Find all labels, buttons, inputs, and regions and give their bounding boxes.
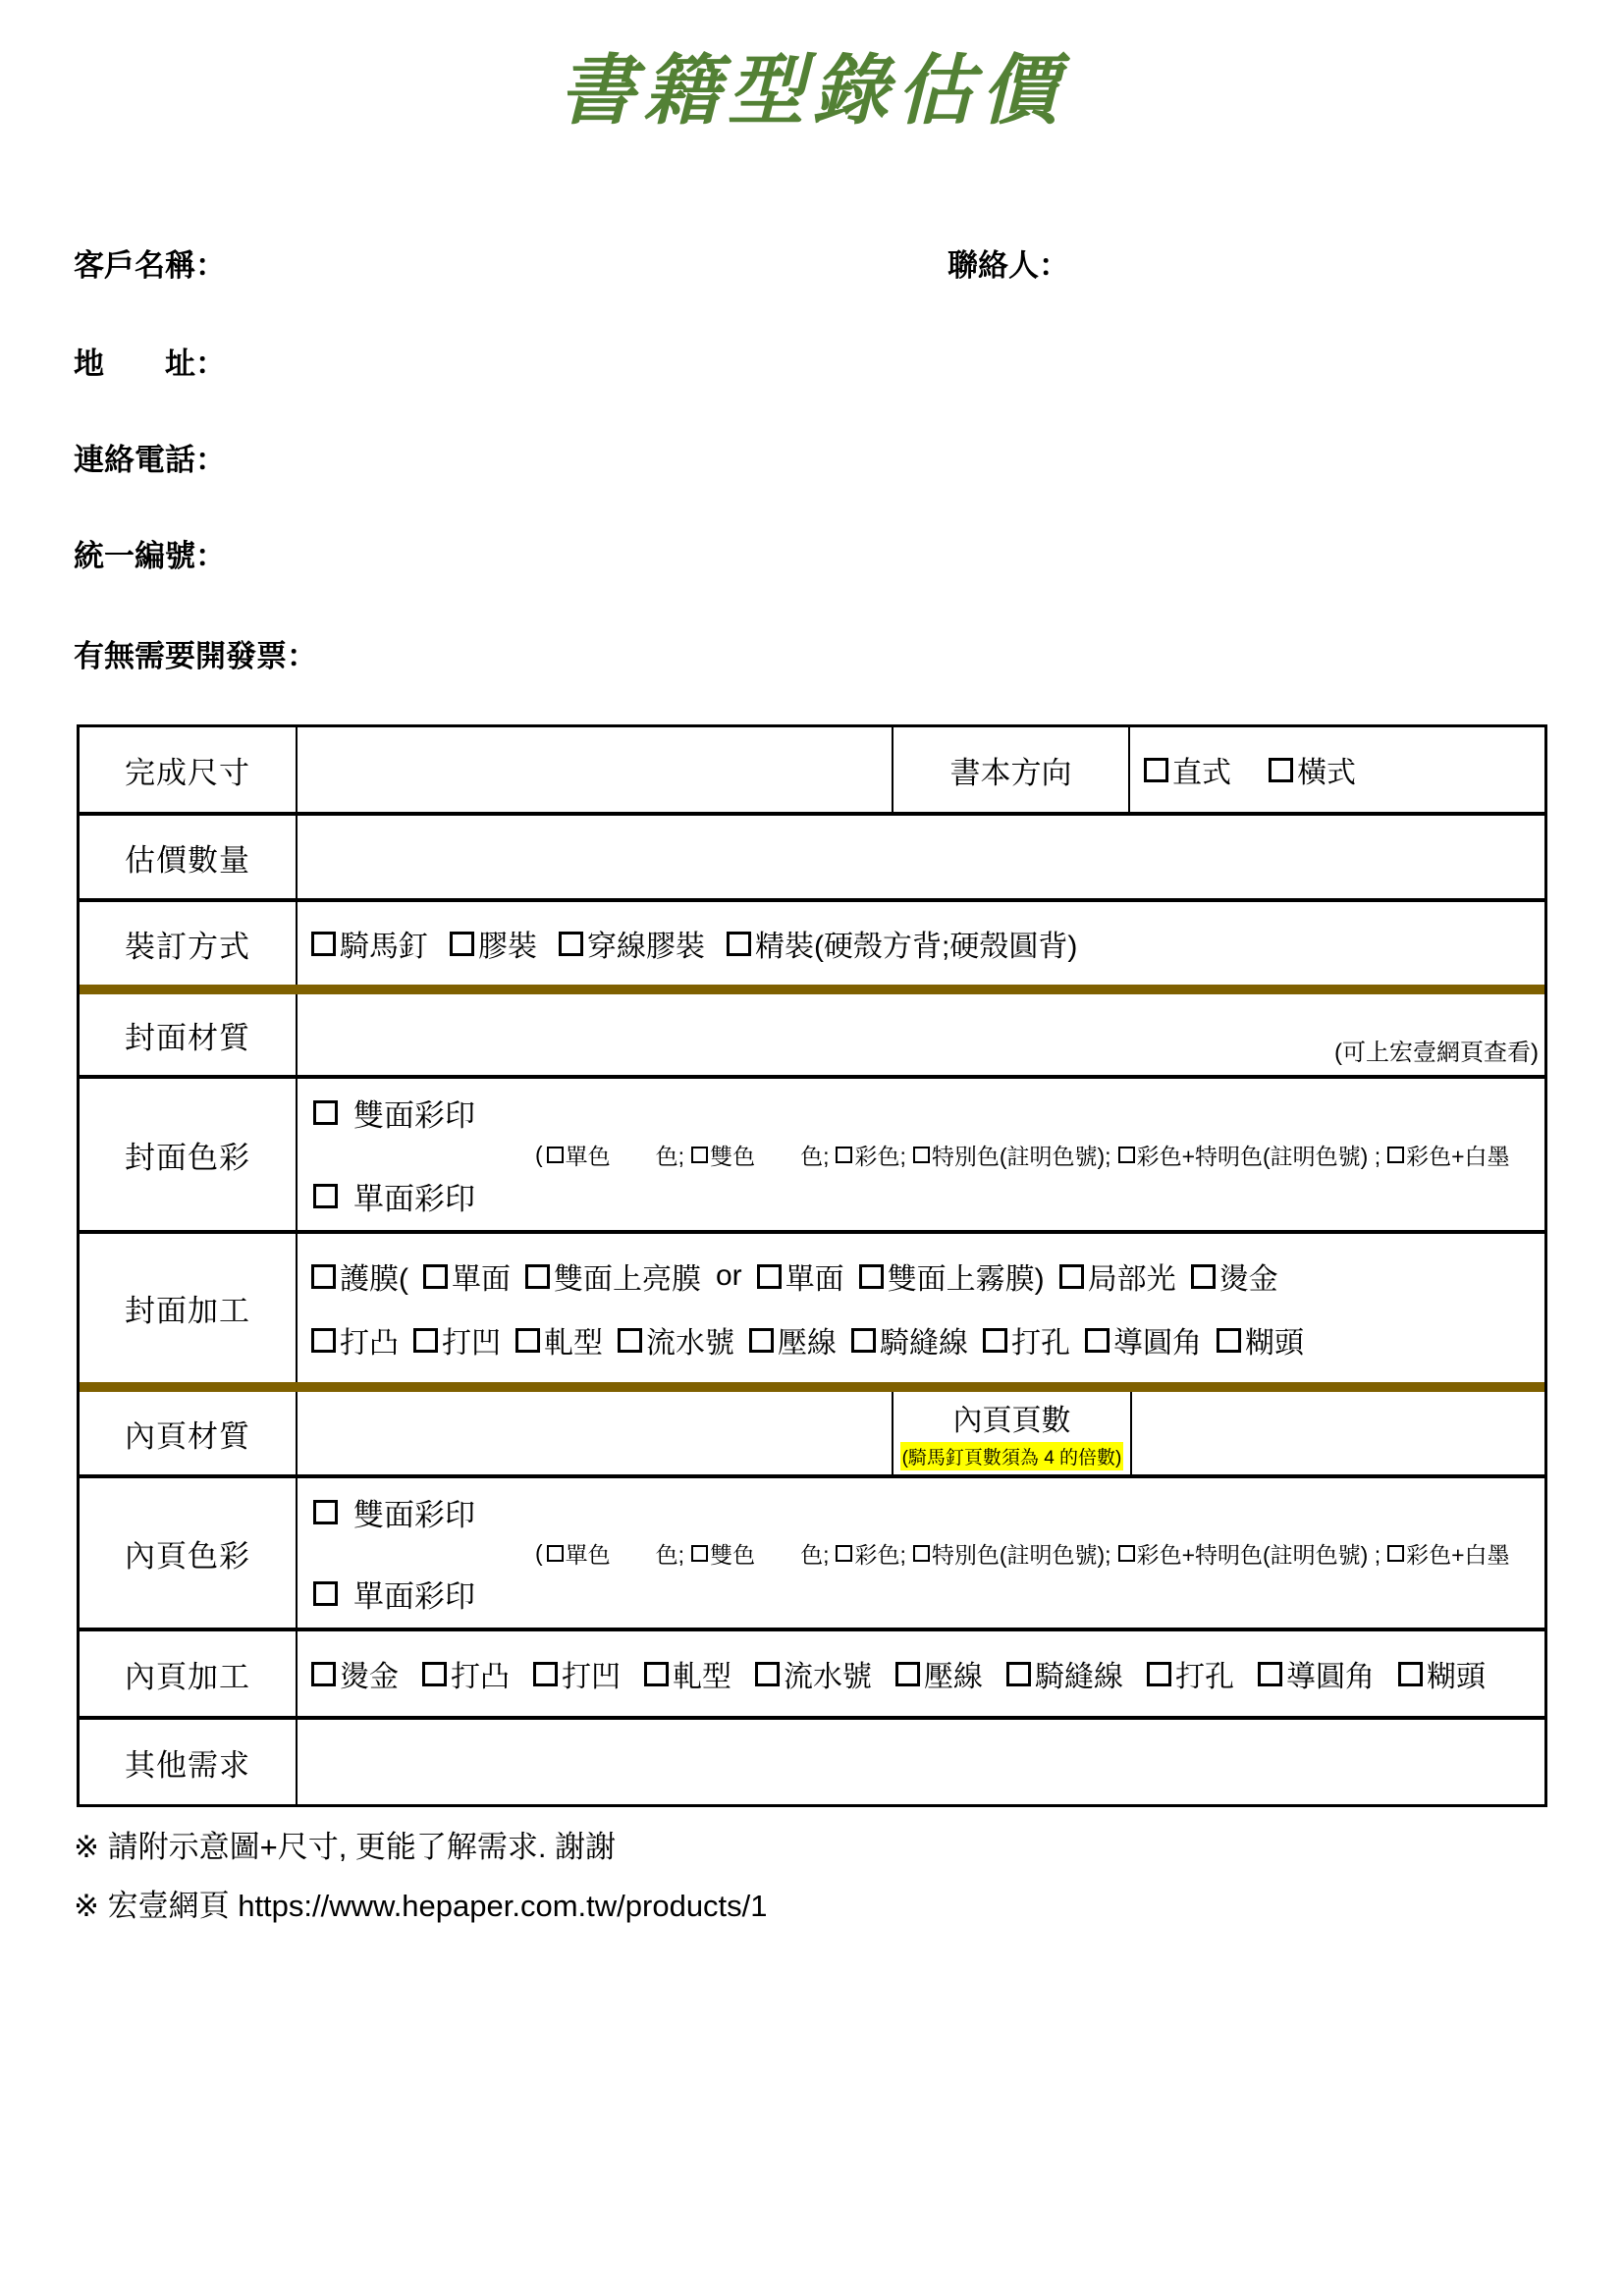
checkbox-option-label: 打凸 <box>451 1661 510 1693</box>
row-label-other: 其他需求 <box>80 1720 298 1804</box>
checkbox-option[interactable] <box>515 1318 603 1362</box>
checkbox-option[interactable] <box>311 1652 399 1695</box>
checkbox-icon[interactable] <box>311 1264 336 1289</box>
checkbox-icon[interactable] <box>1398 1662 1423 1686</box>
checkbox-option-label: 騎縫線 <box>880 1327 968 1360</box>
inner-process-options <box>298 1631 1544 1716</box>
row-label-quantity: 估價數量 <box>80 816 298 898</box>
checkbox-option-label: 彩色+白墨 <box>1406 1143 1510 1169</box>
checkbox-option[interactable] <box>422 1652 510 1695</box>
checkbox-option[interactable] <box>559 922 705 965</box>
footer-note-1: ※ 請附示意圖+尺寸, 更能了解需求. 謝謝 <box>74 1830 617 1864</box>
checkbox-option[interactable] <box>895 1652 983 1695</box>
inner-pages-note: (騎馬釘頁數須為 4 的倍數) <box>900 1442 1124 1470</box>
cover-color-duplex <box>313 1091 1541 1135</box>
row-label-cover-material: 封面材質 <box>80 994 298 1075</box>
checkbox-option-label: 特別色(註明色號); <box>931 1143 1111 1169</box>
checkbox-option[interactable] <box>547 1537 684 1570</box>
checkbox-option[interactable] <box>311 922 428 965</box>
size-input-area[interactable] <box>298 727 893 812</box>
field-label-phone: 連絡電話： <box>74 443 226 477</box>
checkbox-icon[interactable] <box>1118 1545 1135 1562</box>
inline-text: ( <box>535 1539 543 1566</box>
table-row-cover-process <box>80 1230 1544 1382</box>
binding-options <box>298 902 1544 985</box>
checkbox-option-label: 打凹 <box>562 1661 621 1693</box>
checkbox-icon[interactable] <box>644 1662 669 1686</box>
checkbox-icon[interactable] <box>691 1545 708 1562</box>
checkbox-option-label: 糊頭 <box>1245 1327 1304 1360</box>
row-label-cover-process: 封面加工 <box>80 1234 298 1382</box>
checkbox-option[interactable] <box>757 1255 844 1298</box>
table-row-cover-material <box>80 985 1544 1075</box>
checkbox-option[interactable] <box>836 1139 905 1171</box>
checkbox-option-label: 精裝(硬殼方背;硬殼圓背) <box>755 931 1078 963</box>
checkbox-icon[interactable] <box>836 1147 852 1163</box>
inner-color-detail <box>313 1537 1541 1570</box>
checkbox-icon[interactable] <box>1258 1662 1282 1686</box>
field-label-customer-name: 客戶名稱： <box>74 248 226 283</box>
checkbox-icon[interactable] <box>1085 1328 1110 1353</box>
checkbox-icon[interactable] <box>311 1662 336 1686</box>
checkbox-option-label: 膠裝 <box>478 931 537 963</box>
checkbox-option[interactable] <box>313 1490 475 1534</box>
checkbox-option[interactable] <box>311 1255 408 1298</box>
checkbox-icon[interactable] <box>422 1662 447 1686</box>
checkbox-option-label: 護膜( <box>340 1263 408 1296</box>
inner-color-simplex <box>313 1572 1541 1616</box>
checkbox-option[interactable] <box>983 1318 1070 1362</box>
footer-note-2: ※ 宏壹網頁 https://www.hepaper.com.tw/products/1 <box>74 1889 768 1923</box>
table-row-inner-color <box>80 1474 1544 1628</box>
field-label-contact: 聯絡人： <box>947 248 1069 283</box>
checkbox-option-label: 騎縫線 <box>1035 1661 1123 1693</box>
checkbox-icon[interactable] <box>1191 1264 1216 1289</box>
checkbox-option-label: 彩色+特明色(註明色號) ; <box>1136 1541 1381 1568</box>
checkbox-icon[interactable] <box>983 1328 1007 1353</box>
checkbox-option[interactable] <box>313 1174 475 1218</box>
checkbox-icon[interactable] <box>547 1147 564 1163</box>
checkbox-icon[interactable] <box>559 932 583 956</box>
checkbox-icon[interactable] <box>895 1662 920 1686</box>
checkbox-option-label: 打孔 <box>1175 1661 1234 1693</box>
inline-text: ( <box>535 1141 543 1167</box>
checkbox-option-label: 軋型 <box>544 1327 603 1360</box>
checkbox-option-label: 打凹 <box>442 1327 501 1360</box>
checkbox-option-label: 雙面上霧膜) <box>887 1263 1045 1296</box>
checkbox-icon[interactable] <box>757 1264 782 1289</box>
checkbox-option-label: 單色 色; <box>565 1143 685 1169</box>
quantity-input-area[interactable] <box>298 816 1544 898</box>
checkbox-icon[interactable] <box>1006 1662 1031 1686</box>
checkbox-option-label: 流水號 <box>784 1661 872 1693</box>
checkbox-option-label: 單色 色; <box>565 1541 685 1568</box>
row-label-inner-process: 內頁加工 <box>80 1631 298 1716</box>
checkbox-icon[interactable] <box>313 1500 338 1524</box>
checkbox-icon[interactable] <box>859 1264 884 1289</box>
checkbox-icon[interactable] <box>1147 1662 1171 1686</box>
checkbox-option[interactable] <box>1387 1537 1509 1570</box>
checkbox-option[interactable] <box>1147 1652 1234 1695</box>
page-title: 書籍型錄估價 <box>558 47 1065 133</box>
checkbox-option[interactable] <box>313 1091 475 1135</box>
checkbox-option-label: 彩色+特明色(註明色號) ; <box>1136 1143 1381 1169</box>
inner-material-input-area[interactable] <box>298 1392 893 1474</box>
checkbox-icon[interactable] <box>313 1184 338 1208</box>
orientation-header: 書本方向 <box>893 727 1130 812</box>
checkbox-option-label: 壓線 <box>778 1327 837 1360</box>
checkbox-option-label: 導圓角 <box>1286 1661 1375 1693</box>
row-label-cover-color: 封面色彩 <box>80 1079 298 1230</box>
inner-color-options <box>298 1478 1544 1628</box>
checkbox-icon[interactable] <box>311 932 336 956</box>
checkbox-icon[interactable] <box>313 1100 338 1125</box>
checkbox-option-label: 彩色; <box>854 1143 906 1169</box>
checkbox-option[interactable] <box>1269 748 1356 791</box>
checkbox-option-label: 壓線 <box>924 1661 983 1693</box>
inner-pages-header <box>893 1392 1132 1474</box>
cover-color-simplex <box>313 1174 1541 1218</box>
checkbox-icon[interactable] <box>836 1545 852 1562</box>
other-input-area[interactable] <box>298 1720 1544 1804</box>
checkbox-option[interactable] <box>313 1572 475 1616</box>
checkbox-icon[interactable] <box>1118 1147 1135 1163</box>
table-row-size <box>80 727 1544 812</box>
checkbox-option[interactable] <box>1059 1255 1176 1298</box>
checkbox-option[interactable] <box>1217 1318 1304 1362</box>
checkbox-icon[interactable] <box>413 1328 438 1353</box>
checkbox-option-label: 單面彩印 <box>353 1579 475 1614</box>
checkbox-option-label: 單面 <box>785 1263 844 1296</box>
checkbox-option[interactable] <box>644 1652 731 1695</box>
checkbox-option-label: 穿線膠裝 <box>587 931 705 963</box>
checkbox-option[interactable] <box>311 1318 399 1362</box>
table-row-other <box>80 1716 1544 1804</box>
checkbox-option[interactable] <box>413 1318 501 1362</box>
row-label-binding: 裝訂方式 <box>80 902 298 985</box>
checkbox-option-label: 彩色; <box>854 1541 906 1568</box>
checkbox-icon[interactable] <box>691 1147 708 1163</box>
checkbox-option[interactable] <box>1387 1139 1509 1171</box>
checkbox-option[interactable] <box>851 1318 968 1362</box>
checkbox-option[interactable] <box>1118 1139 1381 1171</box>
table-row-binding <box>80 898 1544 985</box>
cover-material-input-area[interactable] <box>298 994 1544 1075</box>
checkbox-option[interactable] <box>913 1537 1111 1570</box>
checkbox-option-label: 導圓角 <box>1113 1327 1202 1360</box>
checkbox-option-label: 打孔 <box>1011 1327 1070 1360</box>
inner-pages-title: 內頁頁數 <box>952 1405 1071 1437</box>
field-label-address: 地 址： <box>74 347 226 381</box>
checkbox-option[interactable] <box>1258 1652 1375 1695</box>
checkbox-option-label: 騎馬釘 <box>340 931 428 963</box>
checkbox-icon[interactable] <box>755 1662 780 1686</box>
checkbox-option-label: 彩色+白墨 <box>1406 1541 1510 1568</box>
checkbox-option[interactable] <box>533 1652 621 1695</box>
checkbox-icon[interactable] <box>313 1581 338 1606</box>
checkbox-icon[interactable] <box>450 932 474 956</box>
checkbox-icon[interactable] <box>423 1264 448 1289</box>
checkbox-icon[interactable] <box>727 932 751 956</box>
checkbox-option[interactable] <box>727 922 1077 965</box>
checkbox-icon[interactable] <box>1059 1264 1084 1289</box>
checkbox-option[interactable] <box>691 1139 829 1171</box>
row-label-inner-material: 內頁材質 <box>80 1392 298 1474</box>
checkbox-option[interactable] <box>1118 1537 1381 1570</box>
cover-material-note: (可上宏壹網頁查看) <box>1334 1040 1539 1066</box>
checkbox-icon[interactable] <box>533 1662 558 1686</box>
checkbox-icon[interactable] <box>525 1264 550 1289</box>
checkbox-option[interactable] <box>913 1139 1111 1171</box>
checkbox-option-label: 流水號 <box>646 1327 734 1360</box>
checkbox-option[interactable] <box>618 1318 734 1362</box>
checkbox-option[interactable] <box>836 1537 905 1570</box>
table-row-inner-material <box>80 1382 1544 1474</box>
row-label-size: 完成尺寸 <box>80 727 298 812</box>
checkbox-option-label: 燙金 <box>340 1661 399 1693</box>
checkbox-option-label: 橫式 <box>1297 757 1356 789</box>
orientation-options <box>1130 727 1544 812</box>
checkbox-option[interactable] <box>1006 1652 1123 1695</box>
checkbox-option[interactable] <box>755 1652 872 1695</box>
checkbox-icon[interactable] <box>1387 1545 1404 1562</box>
inner-color-duplex <box>313 1490 1541 1534</box>
checkbox-option-label: 糊頭 <box>1427 1661 1486 1693</box>
checkbox-option-label: 單面 <box>452 1263 511 1296</box>
checkbox-option-label: 打凸 <box>340 1327 399 1360</box>
table-row-quantity <box>80 812 1544 898</box>
checkbox-icon[interactable] <box>913 1545 930 1562</box>
checkbox-icon[interactable] <box>547 1545 564 1562</box>
checkbox-option-label: 雙色 色; <box>710 1541 830 1568</box>
checkbox-icon[interactable] <box>851 1328 876 1353</box>
inner-pages-input-area[interactable] <box>1132 1392 1544 1474</box>
checkbox-option-label: 雙面上亮膜 <box>554 1263 701 1296</box>
checkbox-option-label: 雙色 色; <box>710 1143 830 1169</box>
checkbox-option[interactable] <box>1398 1652 1486 1695</box>
checkbox-option[interactable] <box>749 1318 837 1362</box>
checkbox-icon[interactable] <box>749 1328 774 1353</box>
checkbox-option[interactable] <box>450 922 537 965</box>
checkbox-icon[interactable] <box>311 1328 336 1353</box>
checkbox-icon[interactable] <box>515 1328 540 1353</box>
cover-process-options <box>298 1234 1544 1382</box>
checkbox-option-label: 特別色(註明色號); <box>931 1541 1111 1568</box>
checkbox-option[interactable] <box>859 1255 1045 1298</box>
cover-color-options <box>298 1079 1544 1230</box>
checkbox-icon[interactable] <box>1217 1328 1241 1353</box>
checkbox-option-label: 雙面彩印 <box>353 1498 475 1532</box>
table-row-cover-color <box>80 1075 1544 1230</box>
checkbox-option[interactable] <box>525 1255 701 1298</box>
checkbox-icon[interactable] <box>1144 758 1168 782</box>
checkbox-option-label: 軋型 <box>673 1661 731 1693</box>
cover-process-line1 <box>311 1255 1544 1298</box>
cover-color-detail <box>313 1139 1541 1171</box>
checkbox-option[interactable] <box>1191 1255 1278 1298</box>
checkbox-option[interactable] <box>547 1139 684 1171</box>
checkbox-option[interactable] <box>691 1537 829 1570</box>
cover-process-line2 <box>311 1318 1544 1362</box>
checkbox-option-label: 直式 <box>1172 757 1231 789</box>
checkbox-option-label: 單面彩印 <box>353 1182 475 1216</box>
field-label-invoice: 有無需要開發票： <box>74 639 317 673</box>
checkbox-icon[interactable] <box>618 1328 642 1353</box>
row-label-inner-color: 內頁色彩 <box>80 1478 298 1628</box>
checkbox-option-label: 燙金 <box>1218 1263 1278 1296</box>
inline-text: or <box>716 1259 742 1292</box>
checkbox-option[interactable] <box>423 1255 511 1298</box>
field-label-tax-id: 統一編號： <box>74 539 226 573</box>
table-row-inner-process <box>80 1628 1544 1716</box>
checkbox-option-label: 局部光 <box>1087 1263 1176 1296</box>
quotation-table <box>77 724 1547 1807</box>
checkbox-option-label: 雙面彩印 <box>353 1098 475 1133</box>
checkbox-icon[interactable] <box>1387 1147 1404 1163</box>
checkbox-icon[interactable] <box>1269 758 1293 782</box>
checkbox-option[interactable] <box>1144 748 1231 791</box>
checkbox-icon[interactable] <box>913 1147 930 1163</box>
checkbox-option[interactable] <box>1085 1318 1202 1362</box>
